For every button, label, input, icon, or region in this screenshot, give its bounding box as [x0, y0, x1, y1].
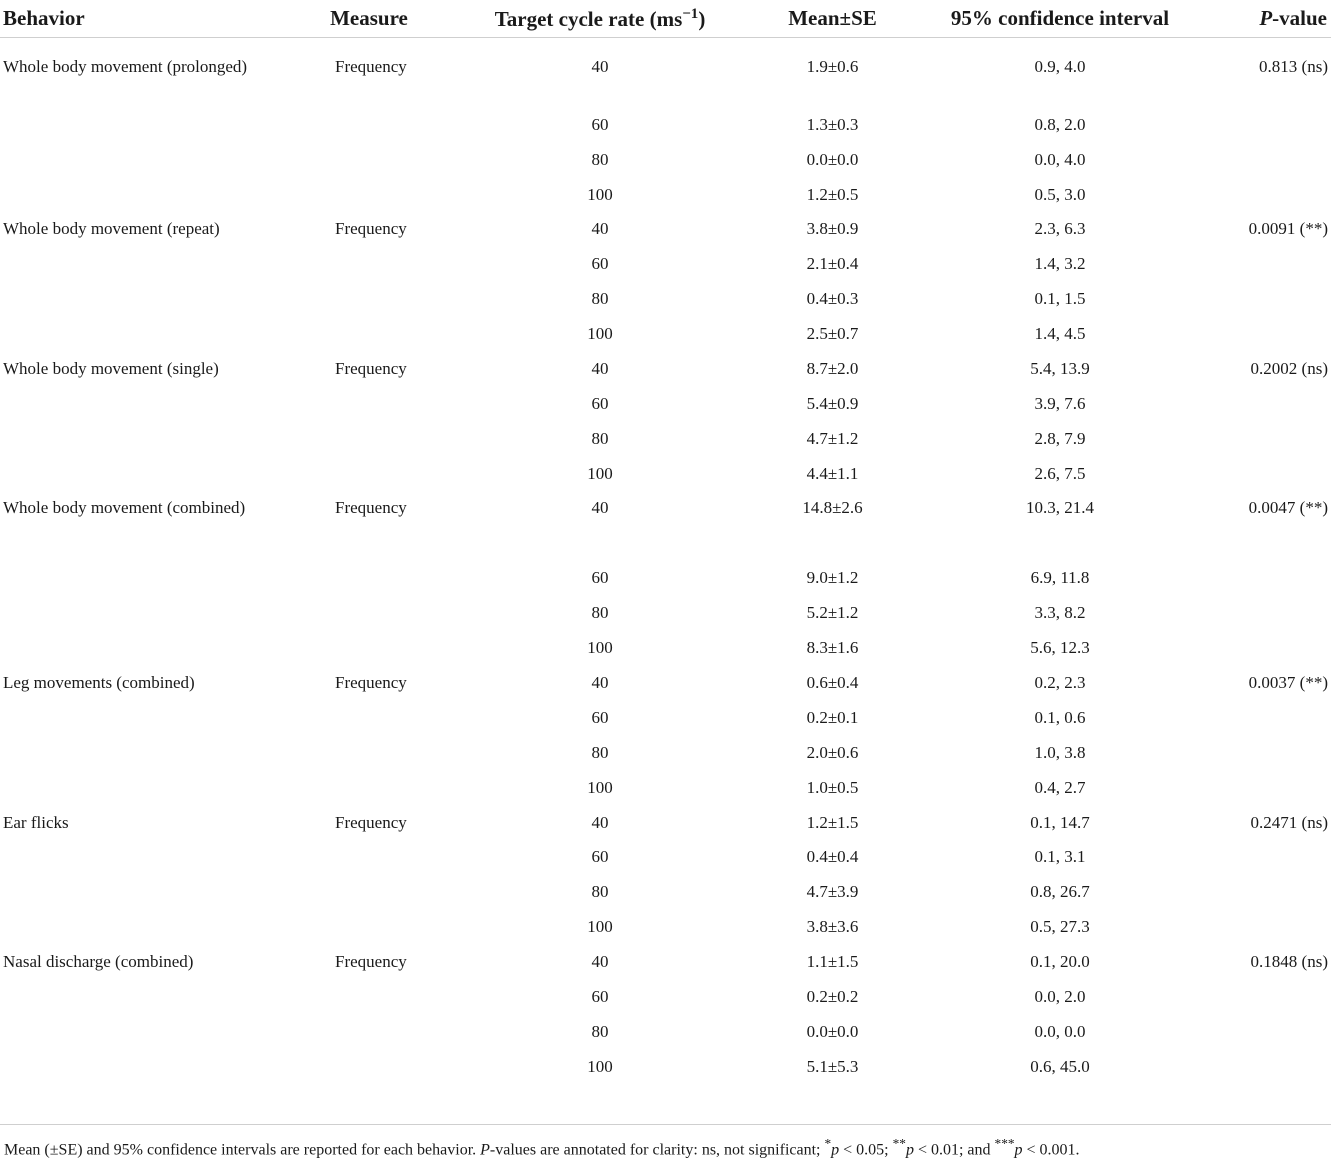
- table-row: [0, 212, 1331, 247]
- mean-se-cell: 4.7±1.2: [806, 428, 859, 448]
- measure-cell-empty: [300, 456, 450, 491]
- target-rate-cell: 40: [591, 57, 609, 76]
- behavior-cell-empty: [0, 317, 300, 352]
- mean-se-cell: 8.7±2.0: [806, 358, 859, 378]
- table-row: [0, 770, 1331, 805]
- target-rate-cell: 60: [591, 707, 609, 727]
- mean-se-cell: 1.2±1.5: [806, 812, 859, 832]
- p-value-cell: 0.2471 (ns): [1250, 812, 1328, 832]
- header-confidence-interval: 95% confidence interval: [915, 0, 1205, 38]
- target-rate-cell: 100: [587, 1056, 613, 1076]
- behavior-cell: Whole body movement (repeat): [3, 219, 220, 239]
- target-rate-cell: 80: [591, 742, 609, 762]
- target-rate-cell: 40: [591, 498, 609, 518]
- mean-se-cell: 0.0±0.0: [806, 149, 859, 169]
- behavior-cell-empty: [0, 561, 300, 596]
- table-row: [0, 596, 1331, 631]
- header-target-exponent: −1: [682, 5, 699, 22]
- behavior-cell-empty: [0, 421, 300, 456]
- confidence-interval-cell: 0.0, 2.0: [1034, 987, 1086, 1007]
- behavior-cell-empty: [0, 840, 300, 875]
- mean-se-cell: 2.0±0.6: [806, 742, 859, 762]
- confidence-interval-cell: 1.4, 3.2: [1034, 254, 1086, 274]
- mean-se-cell: 1.1±1.5: [806, 952, 859, 972]
- table-row: [0, 631, 1331, 666]
- measure-cell-empty: [300, 317, 450, 352]
- measure-cell-empty: [300, 421, 450, 456]
- p-value-cell-empty: [1205, 561, 1331, 596]
- p-value-cell-empty: [1205, 875, 1331, 910]
- target-rate-cell: 40: [591, 358, 609, 378]
- table-row: [0, 980, 1331, 1015]
- table-row: [0, 317, 1331, 352]
- mean-se-cell: 2.5±0.7: [806, 324, 859, 344]
- confidence-interval-cell: 3.9, 7.6: [1034, 393, 1086, 413]
- mean-se-cell: 14.8±2.6: [802, 498, 863, 518]
- header-target-prefix: Target cycle rate (ms: [494, 6, 683, 31]
- table-row: [0, 38, 1331, 108]
- behavior-cell-empty: [0, 456, 300, 491]
- footnote-part2: -values are annotated for clarity: ns, not significant;: [489, 1141, 825, 1159]
- measure-cell-empty: [300, 700, 450, 735]
- table-row: [0, 735, 1331, 770]
- footnote-star2: **: [892, 1136, 906, 1151]
- measure-cell: Frequency: [335, 498, 407, 518]
- confidence-interval-cell: 0.5, 27.3: [1030, 917, 1090, 937]
- mean-se-cell: 1.9±0.6: [806, 57, 859, 76]
- mean-se-cell: 2.1±0.4: [806, 254, 859, 274]
- confidence-interval-cell: 0.1, 20.0: [1030, 952, 1090, 972]
- confidence-interval-cell: 1.4, 4.5: [1034, 324, 1086, 344]
- mean-se-cell: 5.1±5.3: [806, 1056, 859, 1076]
- header-p-suffix: -value: [1272, 6, 1327, 30]
- footnote-part1: Mean (±SE) and 95% confidence intervals are reported for each behavior.: [4, 1141, 481, 1159]
- confidence-interval-cell: 0.1, 1.5: [1034, 289, 1086, 309]
- p-value-cell: 0.0037 (**): [1248, 673, 1328, 692]
- measure-cell: Frequency: [335, 57, 407, 76]
- measure-cell: Frequency: [335, 812, 407, 832]
- confidence-interval-cell: 0.4, 2.7: [1034, 777, 1086, 797]
- p-value-cell-empty: [1205, 317, 1331, 352]
- mean-se-cell: 4.4±1.1: [806, 463, 859, 483]
- behavior-cell-empty: [0, 700, 300, 735]
- measure-cell: Frequency: [335, 673, 407, 692]
- mean-se-cell: 1.2±0.5: [806, 184, 859, 204]
- p-value-cell: 0.0091 (**): [1248, 219, 1328, 239]
- p-value-cell: 0.2002 (ns): [1250, 358, 1328, 378]
- target-rate-cell: 100: [587, 463, 613, 483]
- target-rate-cell: 80: [591, 289, 609, 309]
- p-value-cell-empty: [1205, 631, 1331, 666]
- target-rate-cell: 100: [587, 184, 613, 204]
- p-value-cell-empty: [1205, 735, 1331, 770]
- confidence-interval-cell: 6.9, 11.8: [1030, 568, 1090, 588]
- behavior-cell-empty: [0, 596, 300, 631]
- mean-se-cell: 1.3±0.3: [806, 114, 859, 134]
- measure-cell-empty: [300, 910, 450, 945]
- table-row: [0, 1014, 1331, 1049]
- target-rate-cell: 60: [591, 987, 609, 1007]
- p-value-cell-empty: [1205, 596, 1331, 631]
- confidence-interval-cell: 1.0, 3.8: [1034, 742, 1086, 762]
- target-rate-cell: 60: [591, 847, 609, 867]
- measure-cell-empty: [300, 1049, 450, 1084]
- target-rate-cell: 60: [591, 254, 609, 274]
- p-value-cell-empty: [1205, 107, 1331, 142]
- p-value-cell-empty: [1205, 980, 1331, 1015]
- measure-cell-empty: [300, 735, 450, 770]
- mean-se-cell: 0.0±0.0: [806, 1021, 859, 1041]
- behavior-cell-empty: [0, 875, 300, 910]
- measure-cell: Frequency: [335, 952, 407, 972]
- behavior-cell-empty: [0, 770, 300, 805]
- behavior-cell-empty: [0, 631, 300, 666]
- behavior-cell: Whole body movement (combined): [3, 498, 246, 518]
- mean-se-cell: 0.6±0.4: [806, 673, 859, 692]
- target-rate-cell: 80: [591, 149, 609, 169]
- table-row: [0, 805, 1331, 840]
- confidence-interval-cell: 5.6, 12.3: [1030, 638, 1090, 658]
- table-row: [0, 142, 1331, 177]
- target-rate-cell: 40: [591, 673, 609, 692]
- footnote-lt1: < 0.05;: [839, 1141, 893, 1159]
- header-behavior: Behavior: [0, 0, 300, 38]
- mean-se-cell: 3.8±3.6: [806, 917, 859, 937]
- footnote-lt3: < 0.001.: [1022, 1141, 1080, 1159]
- p-value-cell-empty: [1205, 247, 1331, 282]
- header-mean-se: Mean±SE: [750, 0, 915, 38]
- confidence-interval-cell: 0.2, 2.3: [1034, 673, 1086, 692]
- p-value-cell-empty: [1205, 386, 1331, 421]
- confidence-interval-cell: 3.3, 8.2: [1034, 603, 1086, 623]
- footnote-p2: p: [905, 1141, 914, 1159]
- table-row: [0, 700, 1331, 735]
- target-rate-cell: 60: [591, 568, 609, 588]
- p-value-cell-empty: [1205, 456, 1331, 491]
- mean-se-cell: 0.2±0.2: [806, 987, 859, 1007]
- footnote-p1: p: [831, 1141, 840, 1159]
- mean-se-cell: 3.8±0.9: [806, 219, 859, 239]
- measure-cell-empty: [300, 596, 450, 631]
- mean-se-cell: 5.4±0.9: [806, 393, 859, 413]
- mean-se-cell: 0.4±0.4: [806, 847, 859, 867]
- confidence-interval-cell: 10.3, 21.4: [1026, 498, 1094, 518]
- confidence-interval-cell: 0.8, 26.7: [1030, 882, 1090, 902]
- behavior-cell-empty: [0, 1049, 300, 1084]
- footnote-p3: p: [1014, 1141, 1023, 1159]
- header-measure: Measure: [300, 0, 450, 38]
- confidence-interval-cell: 0.1, 0.6: [1034, 707, 1086, 727]
- table-row: [0, 945, 1331, 980]
- p-value-cell-empty: [1205, 177, 1331, 212]
- behavior-cell-empty: [0, 386, 300, 421]
- header-p-italic: P: [1259, 6, 1273, 30]
- p-value-cell-empty: [1205, 700, 1331, 735]
- target-rate-cell: 80: [591, 603, 609, 623]
- measure-cell-empty: [300, 177, 450, 212]
- behavior-cell: Whole body movement (single): [3, 358, 219, 378]
- mean-se-cell: 0.2±0.1: [806, 707, 859, 727]
- p-value-cell-empty: [1205, 910, 1331, 945]
- confidence-interval-cell: 0.8, 2.0: [1034, 114, 1086, 134]
- confidence-interval-cell: 2.6, 7.5: [1034, 463, 1086, 483]
- confidence-interval-cell: 2.3, 6.3: [1034, 219, 1086, 239]
- measure-cell-empty: [300, 282, 450, 317]
- p-value-cell-empty: [1205, 1049, 1331, 1084]
- table-row: [0, 666, 1331, 701]
- table-row: [0, 177, 1331, 212]
- measure-cell-empty: [300, 247, 450, 282]
- confidence-interval-cell: 0.0, 0.0: [1034, 1021, 1086, 1041]
- target-rate-cell: 60: [591, 114, 609, 134]
- header-target-cycle-rate: [450, 0, 750, 38]
- measure-cell-empty: [300, 840, 450, 875]
- confidence-interval-cell: 0.6, 45.0: [1030, 1056, 1090, 1076]
- table-row: [0, 247, 1331, 282]
- table-row: [0, 491, 1331, 561]
- behavior-cell-empty: [0, 1014, 300, 1049]
- target-rate-cell: 100: [587, 324, 613, 344]
- behavior-cell-empty: [0, 177, 300, 212]
- confidence-interval-cell: 0.9, 4.0: [1034, 57, 1086, 76]
- measure-cell-empty: [300, 1014, 450, 1049]
- table-row: [0, 1049, 1331, 1084]
- p-value-cell-empty: [1205, 421, 1331, 456]
- table-row: [0, 282, 1331, 317]
- measure-cell-empty: [300, 980, 450, 1015]
- target-rate-cell: 80: [591, 1021, 609, 1041]
- footnote-star1: *: [824, 1136, 832, 1151]
- confidence-interval-cell: 0.1, 3.1: [1034, 847, 1086, 867]
- header-row: [0, 0, 1331, 38]
- behavior-cell-empty: [0, 980, 300, 1015]
- behavior-cell-empty: [0, 910, 300, 945]
- measure-cell: Frequency: [335, 358, 407, 378]
- mean-se-cell: 0.4±0.3: [806, 289, 859, 309]
- behavior-cell-empty: [0, 107, 300, 142]
- mean-se-cell: 9.0±1.2: [806, 568, 859, 588]
- confidence-interval-cell: 5.4, 13.9: [1030, 358, 1090, 378]
- measure-cell: Frequency: [335, 219, 407, 239]
- table-row: [0, 352, 1331, 387]
- target-rate-cell: 40: [591, 952, 609, 972]
- behavior-cell: Ear flicks: [3, 812, 69, 832]
- table-row: [0, 421, 1331, 456]
- mean-se-cell: 8.3±1.6: [806, 638, 859, 658]
- target-rate-cell: 100: [587, 777, 613, 797]
- p-value-cell: 0.0047 (**): [1248, 498, 1328, 518]
- behavior-cell: Leg movements (combined): [3, 673, 195, 692]
- table-row: [0, 910, 1331, 945]
- table-row: [0, 386, 1331, 421]
- target-rate-cell: 100: [587, 917, 613, 937]
- behavior-cell-empty: [0, 247, 300, 282]
- behavior-cell: Whole body movement (prolonged): [3, 57, 248, 76]
- target-rate-cell: 80: [591, 882, 609, 902]
- target-rate-cell: 60: [591, 393, 609, 413]
- p-value-cell: 0.1848 (ns): [1250, 952, 1328, 972]
- measure-cell-empty: [300, 561, 450, 596]
- footnote-star3: ***: [994, 1136, 1015, 1151]
- p-value-cell-empty: [1205, 282, 1331, 317]
- header-p-value: [1205, 0, 1331, 38]
- header-target-suffix: ): [698, 6, 706, 31]
- target-rate-cell: 40: [591, 812, 609, 832]
- p-value-cell-empty: [1205, 840, 1331, 875]
- measure-cell-empty: [300, 770, 450, 805]
- behavior-cell: Nasal discharge (combined): [3, 952, 194, 972]
- table-row: [0, 561, 1331, 596]
- table-row: [0, 107, 1331, 142]
- mean-se-cell: 4.7±3.9: [806, 882, 859, 902]
- confidence-interval-cell: 0.0, 4.0: [1034, 149, 1086, 169]
- mean-se-cell: 1.0±0.5: [806, 777, 859, 797]
- p-value-cell-empty: [1205, 770, 1331, 805]
- table-body: [0, 38, 1331, 1085]
- measure-cell-empty: [300, 107, 450, 142]
- measure-cell-empty: [300, 386, 450, 421]
- table-row: [0, 840, 1331, 875]
- confidence-interval-cell: 0.1, 14.7: [1030, 812, 1090, 832]
- footnote-lt2: < 0.01; and: [913, 1141, 995, 1159]
- mean-se-cell: 5.2±1.2: [806, 603, 859, 623]
- table-footnote: [0, 1124, 1331, 1159]
- target-rate-cell: 40: [591, 219, 609, 239]
- target-rate-cell: 80: [591, 428, 609, 448]
- target-rate-cell: 100: [587, 638, 613, 658]
- table-row: [0, 875, 1331, 910]
- measure-cell-empty: [300, 875, 450, 910]
- p-value-cell: 0.813 (ns): [1259, 57, 1328, 76]
- behavior-cell-empty: [0, 142, 300, 177]
- p-value-cell-empty: [1205, 1014, 1331, 1049]
- measure-cell-empty: [300, 631, 450, 666]
- behavior-cell-empty: [0, 282, 300, 317]
- measure-cell-empty: [300, 142, 450, 177]
- table-row: [0, 456, 1331, 491]
- p-value-cell-empty: [1205, 142, 1331, 177]
- confidence-interval-cell: 0.5, 3.0: [1034, 184, 1086, 204]
- footnote-p-italic: P: [480, 1141, 490, 1159]
- behavior-cell-empty: [0, 735, 300, 770]
- confidence-interval-cell: 2.8, 7.9: [1034, 428, 1086, 448]
